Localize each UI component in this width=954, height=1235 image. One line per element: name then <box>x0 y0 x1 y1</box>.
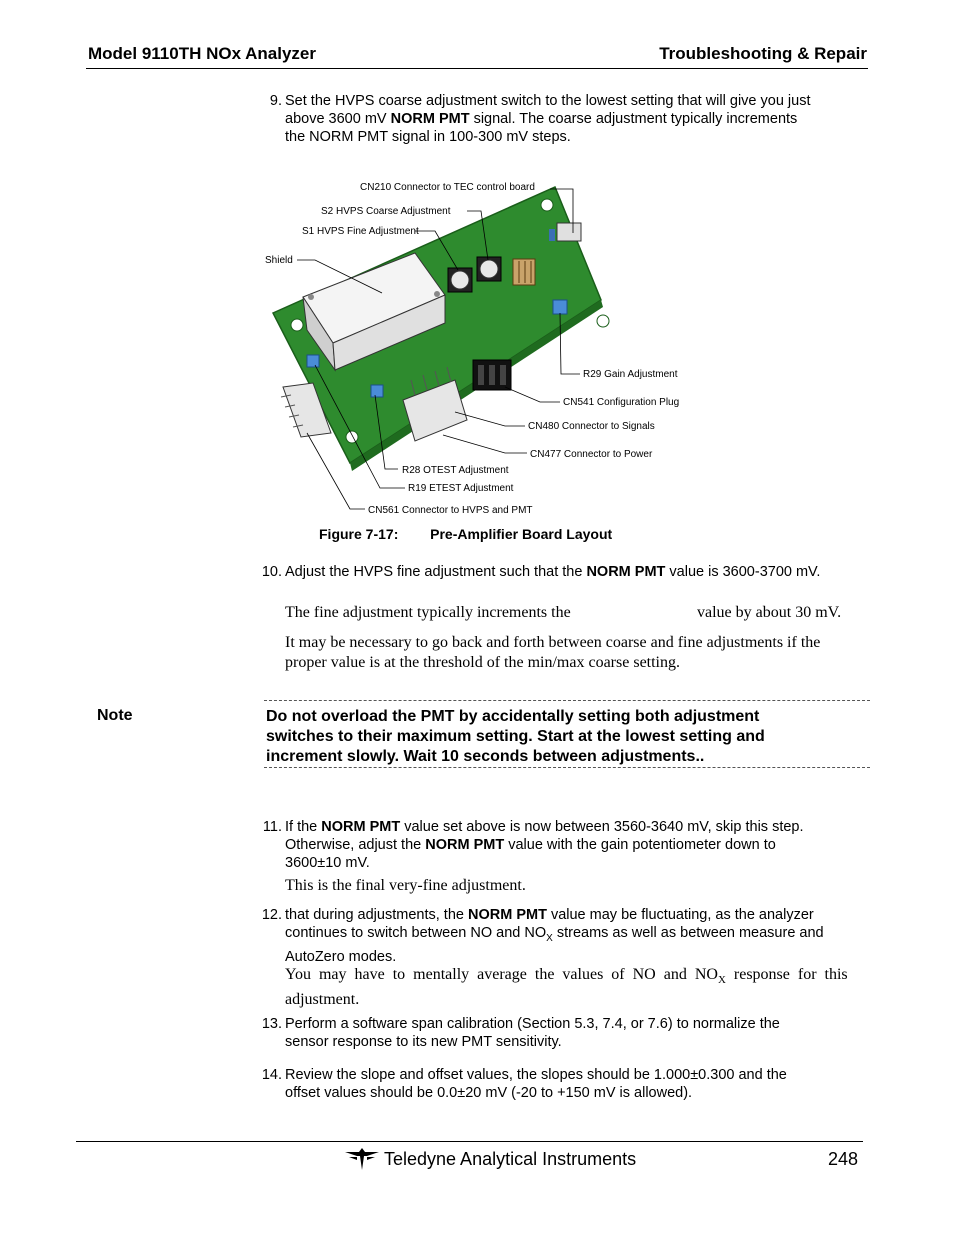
step-12 <box>256 906 876 965</box>
footer-rule <box>76 1141 863 1142</box>
label-cn561: CN561 Connector to HVPS and PMT <box>368 505 533 516</box>
cn210-connector <box>557 223 581 241</box>
label-cn541: CN541 Configuration Plug <box>563 397 680 408</box>
figure-caption-title: Pre-Amplifier Board Layout <box>430 526 613 542</box>
label-r28: R28 OTEST Adjustment <box>402 465 509 476</box>
label-r29: R29 Gain Adjustment <box>583 369 678 380</box>
shield-screw <box>308 294 314 300</box>
mount-hole <box>346 431 358 443</box>
step-11 <box>256 818 876 874</box>
label-s2: S2 HVPS Coarse Adjustment <box>321 206 451 217</box>
label-cn477: CN477 Connector to Power <box>530 449 653 460</box>
label-shield: Shield <box>265 255 293 266</box>
note-top-divider <box>264 700 870 701</box>
footer-company: Teledyne Analytical Instruments <box>384 1149 637 1169</box>
step-number: 10. <box>261 564 282 580</box>
mount-hole <box>597 315 609 327</box>
step-number: 12. <box>261 907 282 923</box>
step-text: Review the slope and offset values, the slopes should be 1.000±0.300 and the offset values should be 0.0±20 mV (-20 to +150 mV is allowed). <box>285 1067 787 1101</box>
note-text: Do not overload the PMT by accidentally setting both adjustment switches to their maximum setting. Start at the lowest setting and increment slowly. Wait 10 seconds between adjustments.. <box>266 708 765 765</box>
note-bottom-divider <box>264 767 870 768</box>
mount-hole <box>541 199 553 211</box>
r29-gain-pot <box>553 300 567 314</box>
step-number: 13. <box>261 1016 282 1032</box>
step-line: Set the HVPS coarse adjustment switch to the lowest setting that will give you just <box>285 93 811 109</box>
header-section-title: Troubleshooting & Repair <box>659 44 867 63</box>
teledyne-logo-icon <box>345 1148 379 1170</box>
step-text: Adjust the HVPS fine adjustment such that the NORM PMT value is 3600-3700 mV. <box>285 564 821 580</box>
step-number: 14. <box>261 1067 282 1083</box>
step-14 <box>256 1066 876 1104</box>
step-11-paragraph: This is the final very-fine adjustment. <box>285 877 526 894</box>
step-10-paragraph-1a: The fine adjustment typically increments the <box>285 604 571 621</box>
step-number: 11. <box>262 819 282 835</box>
step-10-paragraph-1b: value by about 30 mV. <box>697 604 842 621</box>
step-text: Perform a software span calibration (Section 5.3, 7.4, or 7.6) to normalize the sensor response to its new PMT sensitivity. <box>285 1016 780 1050</box>
step-10-paragraph-2: It may be necessary to go back and forth between coarse and fine adjustments if the proper value is at the threshold of the min/max coarse setting. <box>285 634 821 671</box>
footer-page-number: 248 <box>828 1149 859 1169</box>
figure-caption-number: Figure 7-17: <box>319 526 399 542</box>
step-text: If the NORM PMT value set above is now between 3560-3640 mV, skip this step. Otherwise, adjust the NORM PMT value with the gain potentiometer down to 3600±10 mV. <box>285 819 804 871</box>
step-13 <box>256 1015 876 1053</box>
step-text <box>285 92 810 146</box>
label-cn480: CN480 Connector to Signals <box>528 421 655 432</box>
note-label: Note <box>97 707 133 724</box>
header-rule <box>86 68 868 69</box>
r28-otest-pot <box>307 355 319 367</box>
step-line: above 3600 mV NORM PMT signal. The coarse adjustment typically increments <box>285 111 798 127</box>
cn541-config-plug <box>513 259 535 285</box>
mount-hole <box>291 319 303 331</box>
cn210-jumper <box>549 229 555 241</box>
s2-switch-dial <box>480 260 498 278</box>
step-number: 9. <box>269 93 282 109</box>
step-9 <box>256 92 876 146</box>
pre-amplifier-board-figure <box>255 175 705 520</box>
step-10 <box>256 563 876 583</box>
step-text: that during adjustments, the NORM PMT value may be fluctuating, as the analyzer continues to switch between NO and $NO_X$ streams as well as between measure and AutoZero modes. <box>285 907 824 965</box>
label-cn210: CN210 Connector to TEC control board <box>360 182 535 193</box>
header-model-title: Model 9110TH NOx Analyzer <box>88 44 317 63</box>
label-s1: S1 HVPS Fine Adjustment <box>302 226 419 237</box>
figure-caption <box>319 526 612 542</box>
s1-switch-dial <box>451 271 469 289</box>
step-12-paragraph: You may have to mentally average the values of NO and $NO_X$ response for this adjustment. <box>285 966 848 1009</box>
step-line: the NORM PMT signal in 100-300 mV steps. <box>285 129 571 145</box>
shield-screw <box>434 291 440 297</box>
label-r19: R19 ETEST Adjustment <box>408 483 514 494</box>
r19-etest-pot <box>371 385 383 397</box>
